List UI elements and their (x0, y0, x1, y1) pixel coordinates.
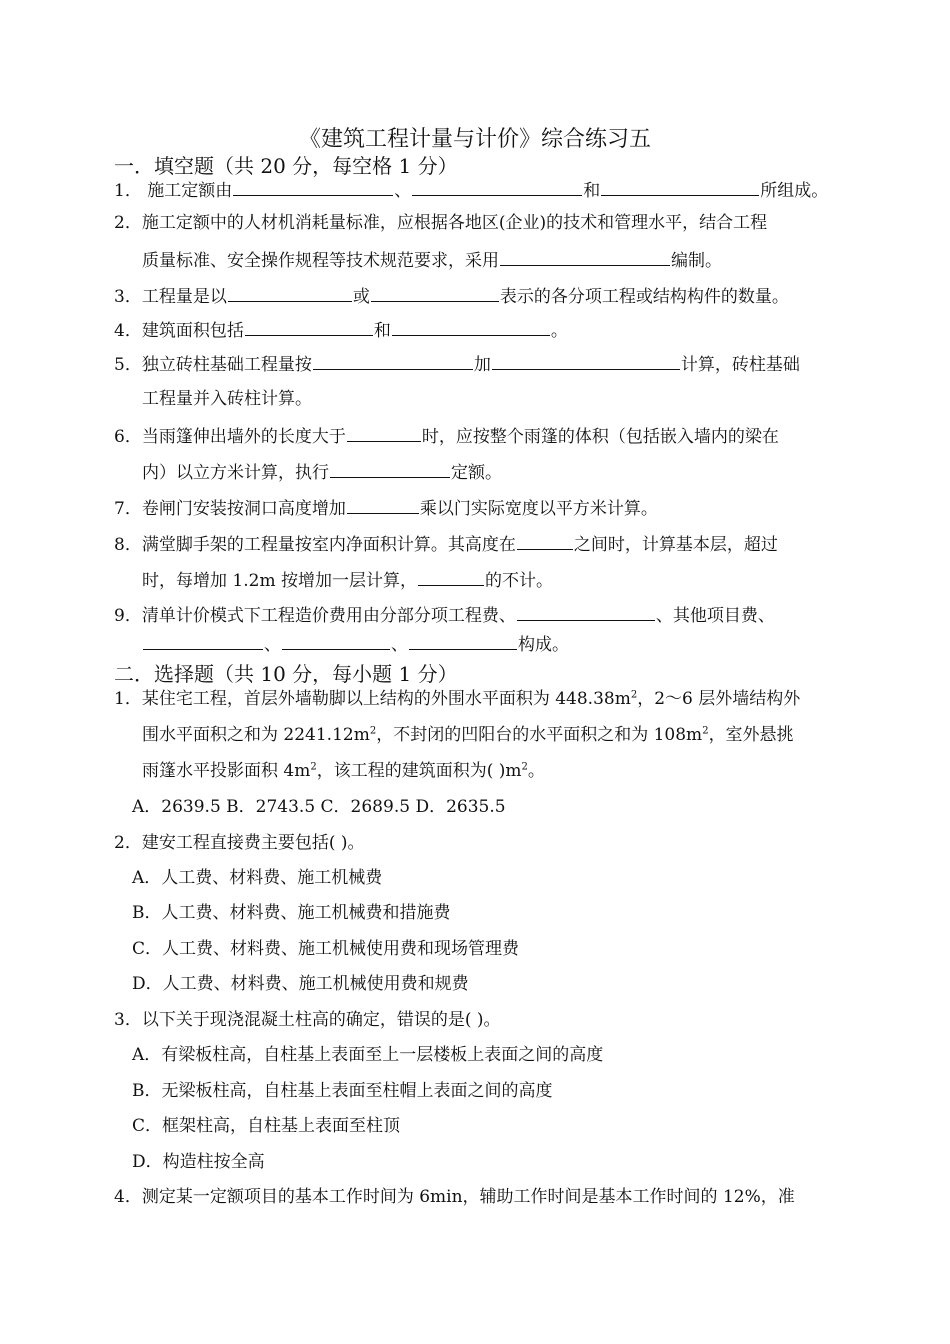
answer-blank (313, 352, 473, 370)
question-1-4 (114, 318, 568, 342)
answer-blank (245, 318, 373, 336)
text: ，2～6 层外墙结构外 (637, 689, 801, 709)
option-2-2-c: C．人工费、材料费、施工机械使用费和现场管理费 (132, 939, 520, 959)
text: 、其他项目费、 (655, 606, 775, 626)
question-1-8 (114, 532, 778, 556)
answer-blank (517, 603, 655, 621)
text: 。 (527, 761, 545, 781)
option-2-2-d: D．人工费、材料费、施工机械使用费和规费 (132, 974, 469, 994)
question-1-2: 2．施工定额中的人材机消耗量标准，应根据各地区(企业)的技术和管理水平，结合工程 (114, 213, 768, 233)
text: 时，每增加 1.2m 按增加一层计算， (142, 571, 417, 591)
question-1-1 (114, 178, 828, 202)
text: 内）以立方米计算，执行 (142, 463, 329, 483)
text: 6．当雨篷伸出墙外的长度大于 (114, 427, 346, 447)
text: 表示的各分项工程或结构构件的数量。 (499, 287, 789, 307)
text: 和 (373, 321, 391, 341)
text: ，不封闭的凹阳台的水平面积之和为 108m (376, 725, 703, 745)
text: 之间时，计算基本层，超过 (573, 535, 778, 555)
question-2-3: 3．以下关于现浇混凝土柱高的确定，错误的是( )。 (114, 1010, 501, 1030)
superscript: 2 (521, 761, 528, 773)
question-1-2-cont (142, 248, 722, 272)
answer-blank (347, 424, 421, 442)
question-2-1 (114, 688, 800, 710)
text: 定额。 (451, 463, 502, 483)
answer-blank (143, 632, 263, 650)
question-1-9 (114, 603, 775, 627)
document-title: 《建筑工程计量与计价》综合练习五 (298, 127, 651, 152)
text: 5．独立砖柱基础工程量按 (114, 355, 312, 375)
question-1-6-cont (142, 460, 502, 484)
section-fill-in-heading: 一．填空题（共 20 分，每空格 1 分） (114, 154, 458, 178)
text: 、 (394, 181, 412, 201)
question-1-9-cont (142, 632, 569, 656)
answer-blank (347, 496, 419, 514)
question-2-1-options: A．2639.5 B．2743.5 C．2689.5 D．2635.5 (132, 797, 506, 817)
question-2-2: 2．建安工程直接费主要包括( )。 (114, 833, 365, 853)
text: 所组成。 (760, 181, 829, 201)
question-2-1-cont (142, 724, 794, 746)
text: 乘以门实际宽度以平方米计算。 (419, 499, 658, 519)
question-2-1-cont2 (142, 760, 545, 782)
question-1-8-cont (142, 568, 553, 592)
question-2-4: 4．测定某一定额项目的基本工作时间为 6min，辅助工作时间是基本工作时间的 12%，准 (114, 1187, 795, 1207)
text: 构成。 (518, 635, 569, 655)
question-1-3 (114, 284, 789, 308)
text: 7．卷闸门安装按洞口高度增加 (114, 499, 346, 519)
text: 的不计。 (484, 571, 553, 591)
text: 4．建筑面积包括 (114, 321, 244, 341)
text: ，室外悬挑 (708, 725, 794, 745)
option-2-2-a: A．人工费、材料费、施工机械费 (132, 868, 383, 888)
section-choice-heading: 二．选择题（共 10 分，每小题 1 分） (114, 662, 458, 686)
question-1-7 (114, 496, 658, 520)
option-2-3-a: A．有梁板柱高，自柱基上表面至上一层楼板上表面之间的高度 (132, 1045, 604, 1065)
superscript: 2 (702, 725, 709, 737)
answer-blank (330, 460, 450, 478)
superscript: 2 (369, 725, 377, 737)
option-2-3-d: D．构造柱按全高 (132, 1152, 265, 1172)
text: 3．工程量是以 (114, 287, 227, 307)
answer-blank (412, 178, 582, 196)
text: 、 (264, 635, 281, 655)
answer-blank (392, 318, 550, 336)
answer-blank (492, 352, 680, 370)
text: 围水平面积之和为 2241.12m (142, 725, 370, 745)
text: 。 (550, 321, 568, 341)
answer-blank (233, 178, 393, 196)
text: 加 (473, 355, 491, 375)
answer-blank (500, 248, 670, 266)
superscript: 2 (630, 689, 638, 701)
answer-blank (282, 632, 390, 650)
text: 8．满堂脚手架的工程量按室内净面积计算。其高度在 (114, 535, 516, 555)
answer-blank (228, 284, 352, 302)
question-1-6 (114, 424, 779, 448)
answer-blank (371, 284, 499, 302)
answer-blank (601, 178, 759, 196)
option-2-3-b: B．无梁板柱高，自柱基上表面至柱帽上表面之间的高度 (132, 1081, 553, 1101)
answer-blank (517, 532, 573, 550)
text: 雨篷水平投影面积 4m (142, 761, 311, 781)
text: 和 (583, 181, 601, 201)
text: 、 (391, 635, 408, 655)
text: 编制。 (671, 251, 722, 271)
text: 计算，砖柱基础 (680, 355, 800, 375)
text: 时，应按整个雨篷的体积（包括嵌入墙内的梁在 (421, 427, 779, 447)
answer-blank (409, 632, 517, 650)
text: 或 (352, 287, 370, 307)
text: ，该工程的建筑面积为( )m (316, 761, 522, 781)
answer-blank (418, 568, 484, 586)
option-2-3-c: C．框架柱高，自柱基上表面至柱顶 (132, 1116, 401, 1136)
text: 质量标准、安全操作规程等技术规范要求，采用 (142, 251, 499, 271)
option-2-2-b: B．人工费、材料费、施工机械费和措施费 (132, 903, 451, 923)
question-1-5-cont: 工程量并入砖柱计算。 (142, 389, 312, 409)
superscript: 2 (310, 761, 317, 773)
text: 1．某住宅工程，首层外墙勒脚以上结构的外围水平面积为 448.38m (114, 689, 631, 709)
text: 9．清单计价模式下工程造价费用由分部分项工程费、 (114, 606, 516, 626)
text: 1． 施工定额由 (114, 181, 233, 201)
question-1-5 (114, 352, 800, 376)
